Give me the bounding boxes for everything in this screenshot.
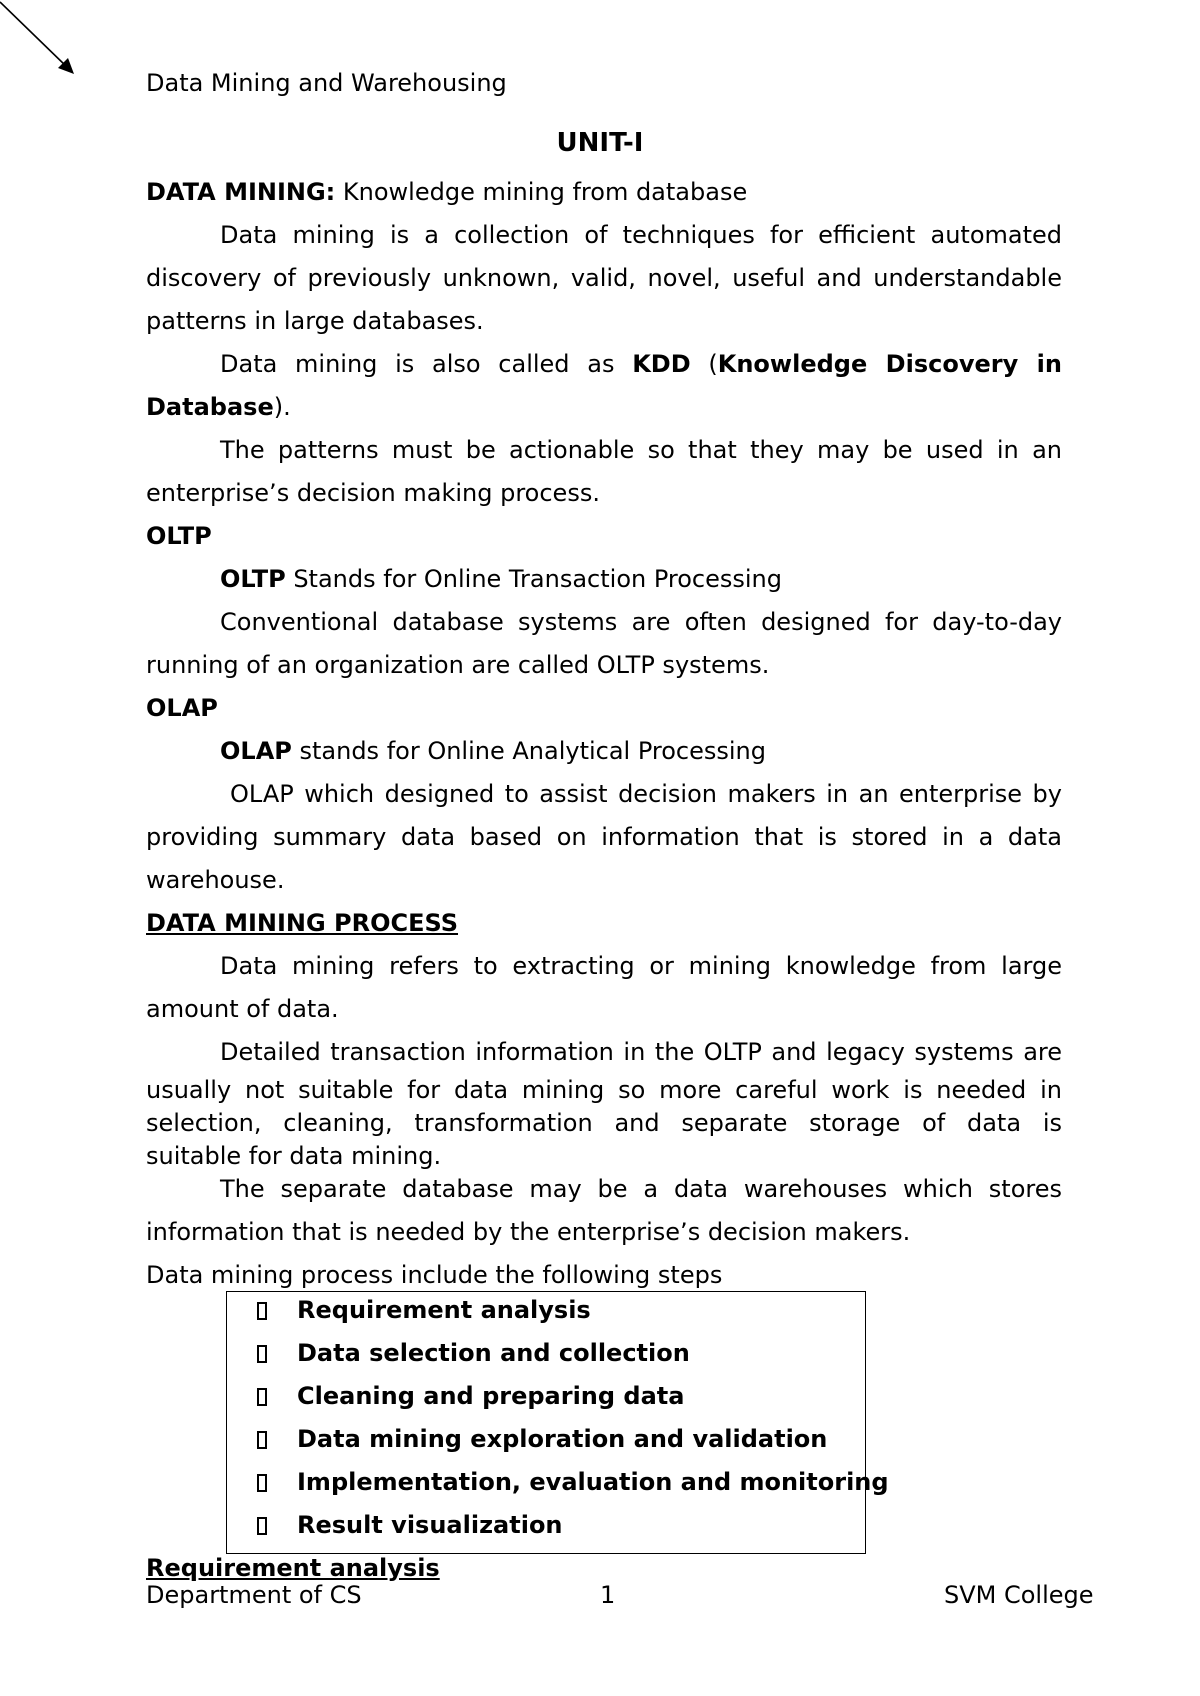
paragraph-line: providing summary data based on information that is stored in a data xyxy=(146,823,1062,851)
paragraph-line: Detailed transaction information in the OLTP and legacy systems are xyxy=(220,1038,1062,1066)
oltp-heading: OLTP xyxy=(146,522,212,550)
paragraph-line: enterprise’s decision making process. xyxy=(146,479,600,507)
paragraph-line: Data mining is a collection of techniques for efficient automated xyxy=(220,221,1062,249)
step-item: Data selection and collection xyxy=(257,1332,690,1375)
paragraph-line: usually not suitable for data mining so more careful work is needed in xyxy=(146,1076,1062,1104)
corner-arrow-icon xyxy=(0,0,90,90)
paragraph-line: warehouse. xyxy=(146,866,285,894)
kdd-line: Data mining is also called as KDD (Knowledge Discovery in xyxy=(220,350,1062,378)
paragraph-line: patterns in large databases. xyxy=(146,307,484,335)
bullet-icon xyxy=(257,1345,267,1363)
step-item: Cleaning and preparing data xyxy=(257,1375,684,1418)
unit-title: UNIT-I xyxy=(556,128,644,158)
bullet-icon xyxy=(257,1474,267,1492)
data-mining-heading: DATA MINING: Knowledge mining from database xyxy=(146,178,748,206)
paragraph-line: suitable for data mining. xyxy=(146,1142,442,1170)
paragraph-line: selection, cleaning, transformation and separate storage of data is xyxy=(146,1109,1062,1137)
paragraph-line: discovery of previously unknown, valid, novel, useful and understandable xyxy=(146,264,1062,292)
bullet-icon xyxy=(257,1431,267,1449)
bullet-icon xyxy=(257,1388,267,1406)
process-heading: DATA MINING PROCESS xyxy=(146,909,459,937)
paragraph-line: Conventional database systems are often designed for day-to-day xyxy=(220,608,1062,636)
step-item: Result visualization xyxy=(257,1504,563,1547)
steps-intro: Data mining process include the following steps xyxy=(146,1261,723,1289)
step-item: Requirement analysis xyxy=(257,1289,591,1332)
paragraph-line: The separate database may be a data warehouses which stores xyxy=(220,1175,1062,1203)
paragraph-line: Data mining refers to extracting or mining knowledge from large xyxy=(220,952,1062,980)
oltp-definition: OLTP Stands for Online Transaction Processing xyxy=(220,565,782,593)
step-item: Data mining exploration and validation xyxy=(257,1418,827,1461)
footer-page-number: 1 xyxy=(600,1581,616,1609)
paragraph-line: OLAP which designed to assist decision makers in an enterprise by xyxy=(230,780,1062,808)
paragraph-line: running of an organization are called OLTP systems. xyxy=(146,651,770,679)
kdd-line-end: Database). xyxy=(146,393,291,421)
bullet-icon xyxy=(257,1302,267,1320)
paragraph-line: information that is needed by the enterprise’s decision makers. xyxy=(146,1218,911,1246)
step-item: Implementation, evaluation and monitoring xyxy=(257,1461,889,1504)
bullet-icon xyxy=(257,1517,267,1535)
page-header: Data Mining and Warehousing xyxy=(146,69,507,97)
olap-definition: OLAP stands for Online Analytical Processing xyxy=(220,737,766,765)
paragraph-line: The patterns must be actionable so that they may be used in an xyxy=(220,436,1062,464)
footer-right: SVM College xyxy=(944,1581,1094,1609)
paragraph-line: amount of data. xyxy=(146,995,339,1023)
footer-left: Department of CS xyxy=(146,1581,362,1609)
section-heading: Requirement analysis xyxy=(146,1554,440,1582)
olap-heading: OLAP xyxy=(146,694,218,722)
